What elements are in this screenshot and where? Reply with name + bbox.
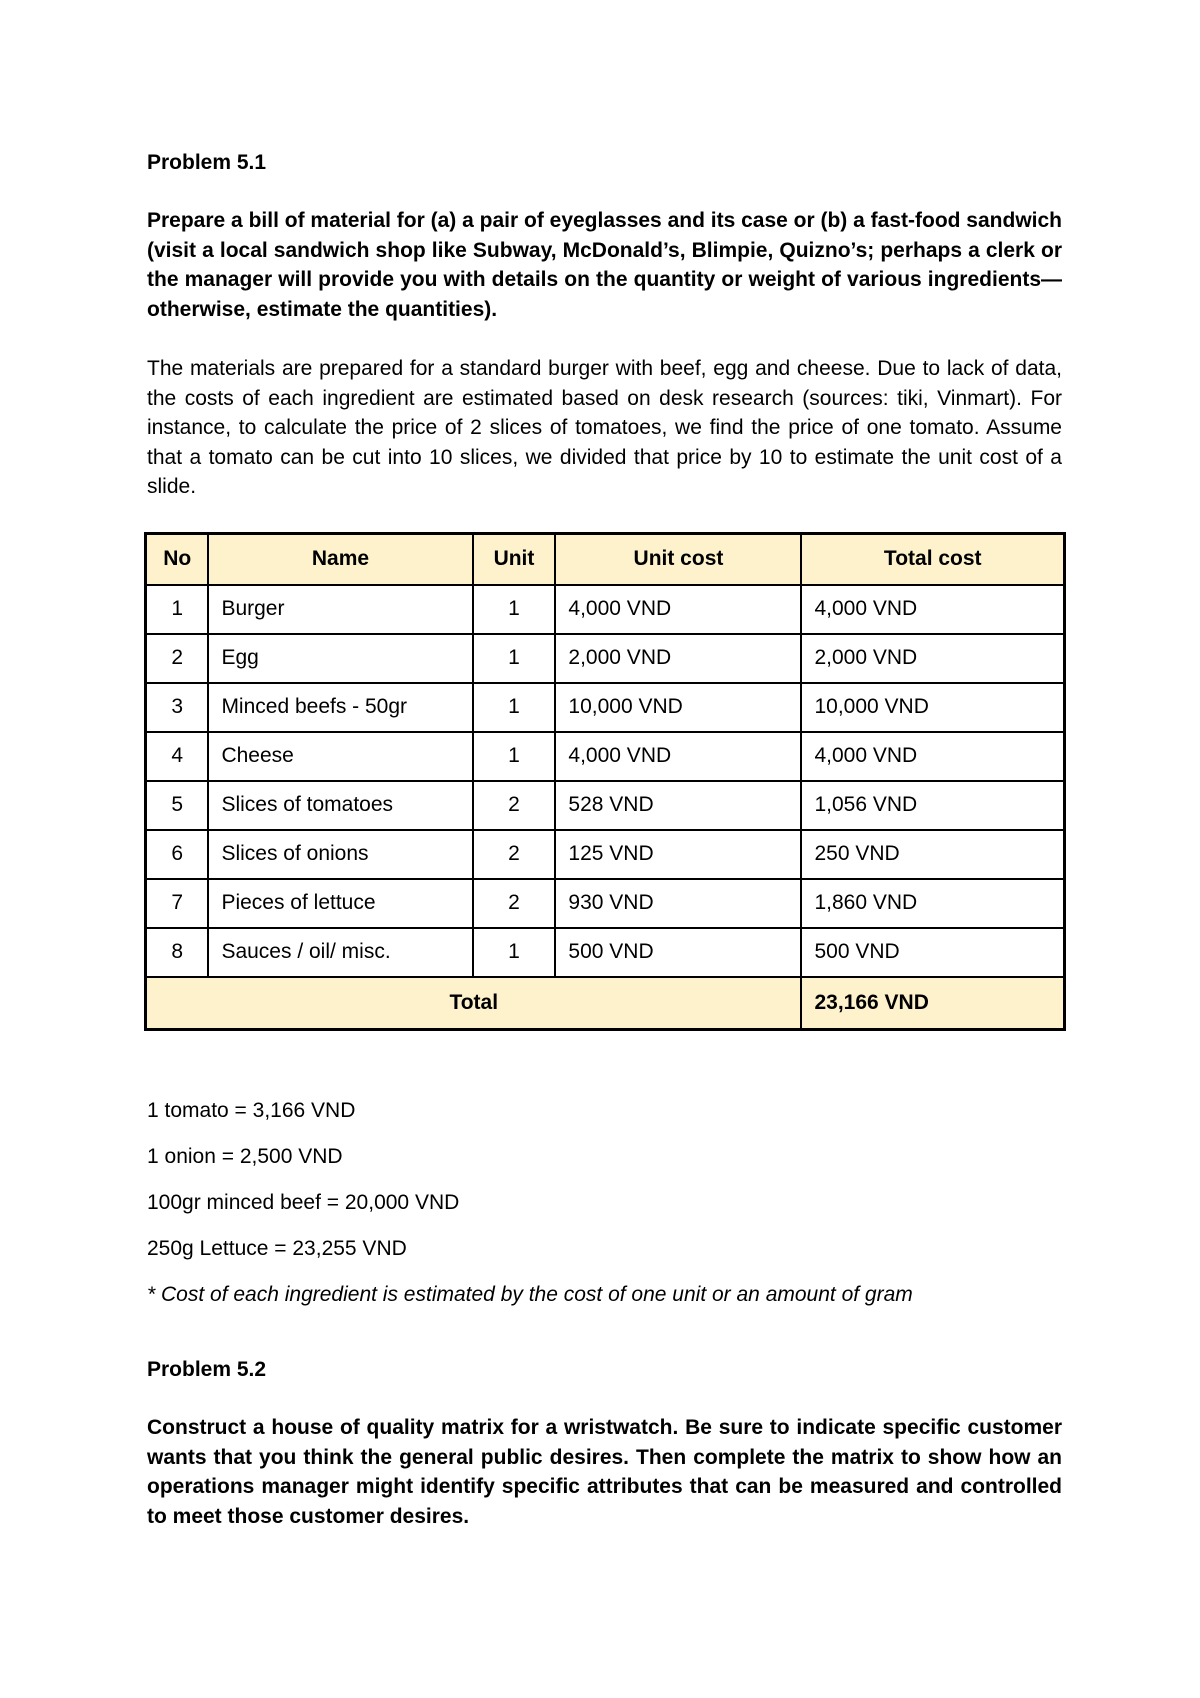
header-no: No (146, 534, 209, 585)
note-lettuce: 250g Lettuce = 23,255 VND (147, 1237, 407, 1260)
cell-no: 8 (146, 928, 209, 977)
cell-name: Sauces / oil/ misc. (208, 928, 472, 977)
table-row (146, 585, 1065, 634)
cell-total-cost: 250 VND (801, 830, 1064, 879)
cell-total-cost: 2,000 VND (801, 634, 1064, 683)
cell-unit: 1 (473, 928, 556, 977)
cell-unit: 1 (473, 634, 556, 683)
table-row (146, 634, 1065, 683)
cell-name: Egg (208, 634, 472, 683)
cell-total-cost: 1,056 VND (801, 781, 1064, 830)
cell-unit: 2 (473, 781, 556, 830)
cell-unit-cost: 10,000 VND (555, 683, 801, 732)
problem-5-1-answer: The materials are prepared for a standard burger with beef, egg and cheese. Due to lack of data, the costs of each ingredient are estimated based on desk research (sources: tiki, Vinmart). For instance, to calculate the price of 2 slices of tomatoes, we find the price of one tomato. Assume that a tomato can be cut into 10 slices, we divided that price by 10 to estimate the unit cost of a slide. (147, 357, 1062, 498)
table-row (146, 928, 1065, 977)
cell-unit-cost: 125 VND (555, 830, 801, 879)
cell-name: Slices of onions (208, 830, 472, 879)
cell-total-cost: 4,000 VND (801, 585, 1064, 634)
total-value: 23,166 VND (801, 977, 1064, 1030)
cost-notes (147, 1096, 1062, 1326)
cell-unit-cost: 2,000 VND (555, 634, 801, 683)
total-label: Total (146, 977, 802, 1030)
cell-no: 2 (146, 634, 209, 683)
header-unit: Unit (473, 534, 556, 585)
cell-unit-cost: 4,000 VND (555, 732, 801, 781)
cell-no: 6 (146, 830, 209, 879)
table-row (146, 781, 1065, 830)
cell-unit-cost: 930 VND (555, 879, 801, 928)
header-name: Name (208, 534, 472, 585)
cell-no: 5 (146, 781, 209, 830)
cell-unit-cost: 528 VND (555, 781, 801, 830)
cell-total-cost: 1,860 VND (801, 879, 1064, 928)
problem-5-1-prompt: Prepare a bill of material for (a) a pair of eyeglasses and its case or (b) a fast-food sandwich (visit a local sandwich shop like Subway, McDonald’s, Blimpie, Quizno’s; perhaps a clerk or the manager will provide you with details on the quantity or weight of various ingredients—otherwise, estimate the quantities). (147, 209, 1062, 321)
problem-5-1-section (147, 148, 1062, 502)
cell-name: Pieces of lettuce (208, 879, 472, 928)
note-tomato: 1 tomato = 3,166 VND (147, 1099, 356, 1122)
cell-name: Burger (208, 585, 472, 634)
cell-unit: 1 (473, 683, 556, 732)
note-minced-beef: 100gr minced beef = 20,000 VND (147, 1191, 460, 1214)
cell-total-cost: 500 VND (801, 928, 1064, 977)
table-total-row (146, 977, 1065, 1030)
cell-total-cost: 4,000 VND (801, 732, 1064, 781)
problem-5-2-prompt: Construct a house of quality matrix for a wristwatch. Be sure to indicate specific customer wants that you think the general public desires. Then complete the matrix to show how an operations manager might identify specific attributes that can be measured and controlled to meet those customer desires. (147, 1416, 1062, 1528)
problem-5-2-section (147, 1355, 1062, 1531)
cell-no: 7 (146, 879, 209, 928)
problem-5-2-heading: Problem 5.2 (147, 1358, 267, 1381)
header-total-cost: Total cost (801, 534, 1064, 585)
table-row (146, 683, 1065, 732)
cell-no: 3 (146, 683, 209, 732)
cell-unit: 2 (473, 830, 556, 879)
cell-no: 1 (146, 585, 209, 634)
cell-unit: 1 (473, 585, 556, 634)
cell-unit-cost: 4,000 VND (555, 585, 801, 634)
table-header-row (146, 534, 1065, 585)
header-unit-cost: Unit cost (555, 534, 801, 585)
cell-no: 4 (146, 732, 209, 781)
cell-name: Cheese (208, 732, 472, 781)
footnote: * Cost of each ingredient is estimated by the cost of one unit or an amount of gram (147, 1283, 913, 1306)
note-onion: 1 onion = 2,500 VND (147, 1145, 343, 1168)
cell-unit-cost: 500 VND (555, 928, 801, 977)
bill-of-material-table (144, 532, 1066, 1031)
table-row (146, 830, 1065, 879)
cell-name: Minced beefs - 50gr (208, 683, 472, 732)
cell-name: Slices of tomatoes (208, 781, 472, 830)
table-row (146, 732, 1065, 781)
cell-unit: 2 (473, 879, 556, 928)
table-row (146, 879, 1065, 928)
cell-total-cost: 10,000 VND (801, 683, 1064, 732)
cell-unit: 1 (473, 732, 556, 781)
problem-5-1-heading: Problem 5.1 (147, 151, 267, 174)
